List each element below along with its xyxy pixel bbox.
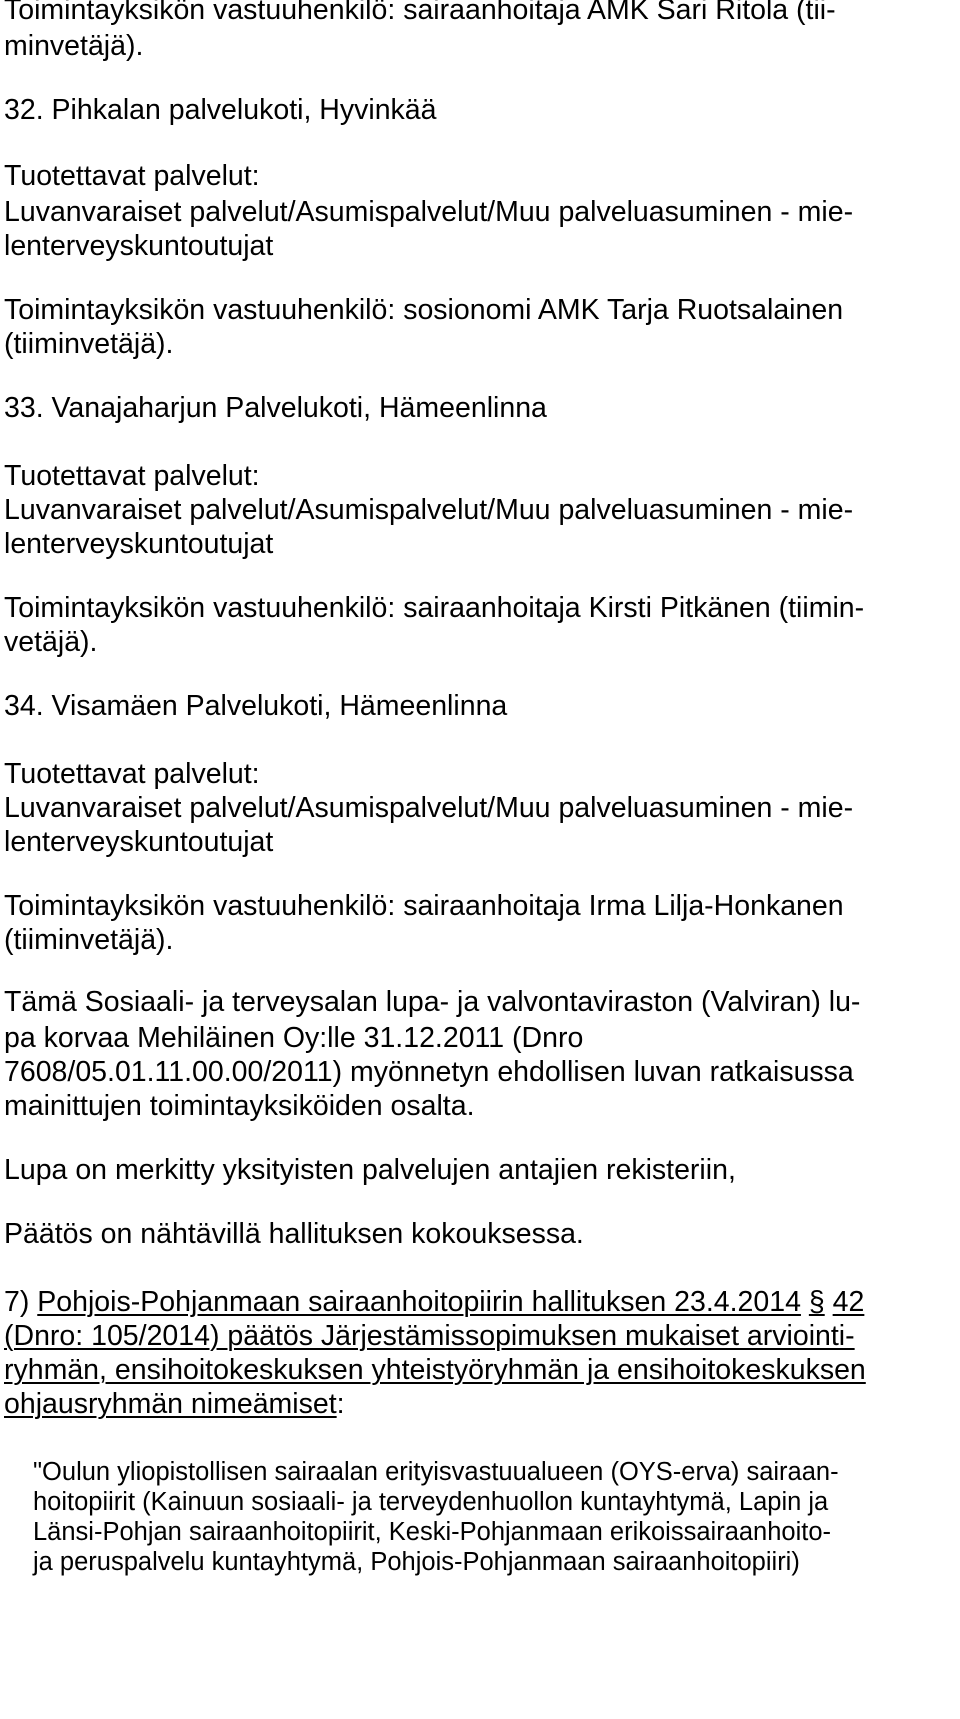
services-label: Tuotettavat palvelut: bbox=[4, 160, 260, 192]
decision-note: Päätös on nähtävillä hallituksen kokouksessa. bbox=[4, 1218, 584, 1250]
services-label: Tuotettavat palvelut: bbox=[4, 460, 260, 492]
responsible-person-34-line2: (tiiminvetäjä). bbox=[4, 924, 174, 956]
services-line2: lenterveyskuntoutujat bbox=[4, 230, 274, 262]
steering-group-link[interactable]: ohjausryhmän nimeämiset bbox=[4, 1388, 337, 1420]
section-number: 42 bbox=[832, 1286, 865, 1318]
services-label: Tuotettavat palvelut: bbox=[4, 758, 260, 790]
item-7-line2[interactable]: (Dnro: 105/2014) päätös Järjestämissopimuksen mukaiset arviointi- bbox=[4, 1320, 855, 1352]
license-paragraph-line2: pa korvaa Mehiläinen Oy:lle 31.12.2011 (Dnro bbox=[4, 1022, 584, 1054]
license-paragraph-line4: mainittujen toimintayksiköiden osalta. bbox=[4, 1090, 475, 1122]
responsible-person-33-line1: Toimintayksikön vastuuhenkilö: sairaanhoitaja Kirsti Pitkänen (tiimin- bbox=[4, 592, 865, 624]
item-7-line4 bbox=[4, 1386, 345, 1422]
quote-line3: Länsi-Pohjan sairaanhoitopiirit, Keski-Pohjanmaan erikoissairaanhoito- bbox=[33, 1518, 832, 1546]
responsible-person-34-line1: Toimintayksikön vastuuhenkilö: sairaanhoitaja Irma Lilja-Honkanen bbox=[4, 890, 844, 922]
services-line1: Luvanvaraiset palvelut/Asumispalvelut/Muu palveluasuminen - mie- bbox=[4, 494, 854, 526]
quote-line4: ja peruspalvelu kuntayhtymä, Pohjois-Pohjanmaan sairaanhoitopiiri) bbox=[33, 1548, 800, 1576]
responsible-person-31-line2: minvetäjä). bbox=[4, 30, 144, 62]
responsible-person-32-line1: Toimintayksikön vastuuhenkilö: sosionomi AMK Tarja Ruotsalainen bbox=[4, 294, 844, 326]
services-line2: lenterveyskuntoutujat bbox=[4, 826, 274, 858]
license-paragraph-line1: Tämä Sosiaali- ja terveysalan lupa- ja valvontaviraston (Valviran) lu- bbox=[4, 986, 861, 1018]
item-7-line1 bbox=[4, 1284, 864, 1320]
responsible-person-33-line2: vetäjä). bbox=[4, 626, 98, 658]
services-line2: lenterveyskuntoutujat bbox=[4, 528, 274, 560]
unit-34-heading: 34. Visamäen Palvelukoti, Hämeenlinna bbox=[4, 690, 508, 722]
item-7-number: 7) bbox=[4, 1286, 38, 1318]
register-note: Lupa on merkitty yksityisten palvelujen antajien rekisteriin, bbox=[4, 1154, 736, 1186]
services-line1: Luvanvaraiset palvelut/Asumispalvelut/Muu palveluasuminen - mie- bbox=[4, 792, 854, 824]
unit-32-heading: 32. Pihkalan palvelukoti, Hyvinkää bbox=[4, 94, 437, 126]
quote-line1: "Oulun yliopistollisen sairaalan erityisvastuualueen (OYS-erva) sairaan- bbox=[33, 1458, 839, 1486]
section-sign: § bbox=[808, 1286, 825, 1318]
services-line1: Luvanvaraiset palvelut/Asumispalvelut/Muu palveluasuminen - mie- bbox=[4, 196, 854, 228]
quote-line2: hoitopiirit (Kainuun sosiaali- ja terveydenhuollon kuntayhtymä, Lapin ja bbox=[33, 1488, 829, 1516]
unit-33-heading: 33. Vanajaharjun Palvelukoti, Hämeenlinna bbox=[4, 392, 547, 424]
item-7-line3[interactable]: ryhmän, ensihoitokeskuksen yhteistyöryhmän ja ensihoitokeskuksen bbox=[4, 1354, 866, 1386]
license-paragraph-line3: 7608/05.01.11.00.00/2011) myönnetyn ehdollisen luvan ratkaisussa bbox=[4, 1056, 854, 1088]
responsible-person-32-line2: (tiiminvetäjä). bbox=[4, 328, 174, 360]
responsible-person-31-line1: Toimintayksikön vastuuhenkilö: sairaanhoitaja AMK Sari Ritola (tii- bbox=[4, 0, 836, 26]
item-7-colon: : bbox=[336, 1388, 345, 1420]
board-meeting-link[interactable]: Pohjois-Pohjanmaan sairaanhoitopiirin hallituksen 23.4.2014 bbox=[37, 1286, 801, 1318]
